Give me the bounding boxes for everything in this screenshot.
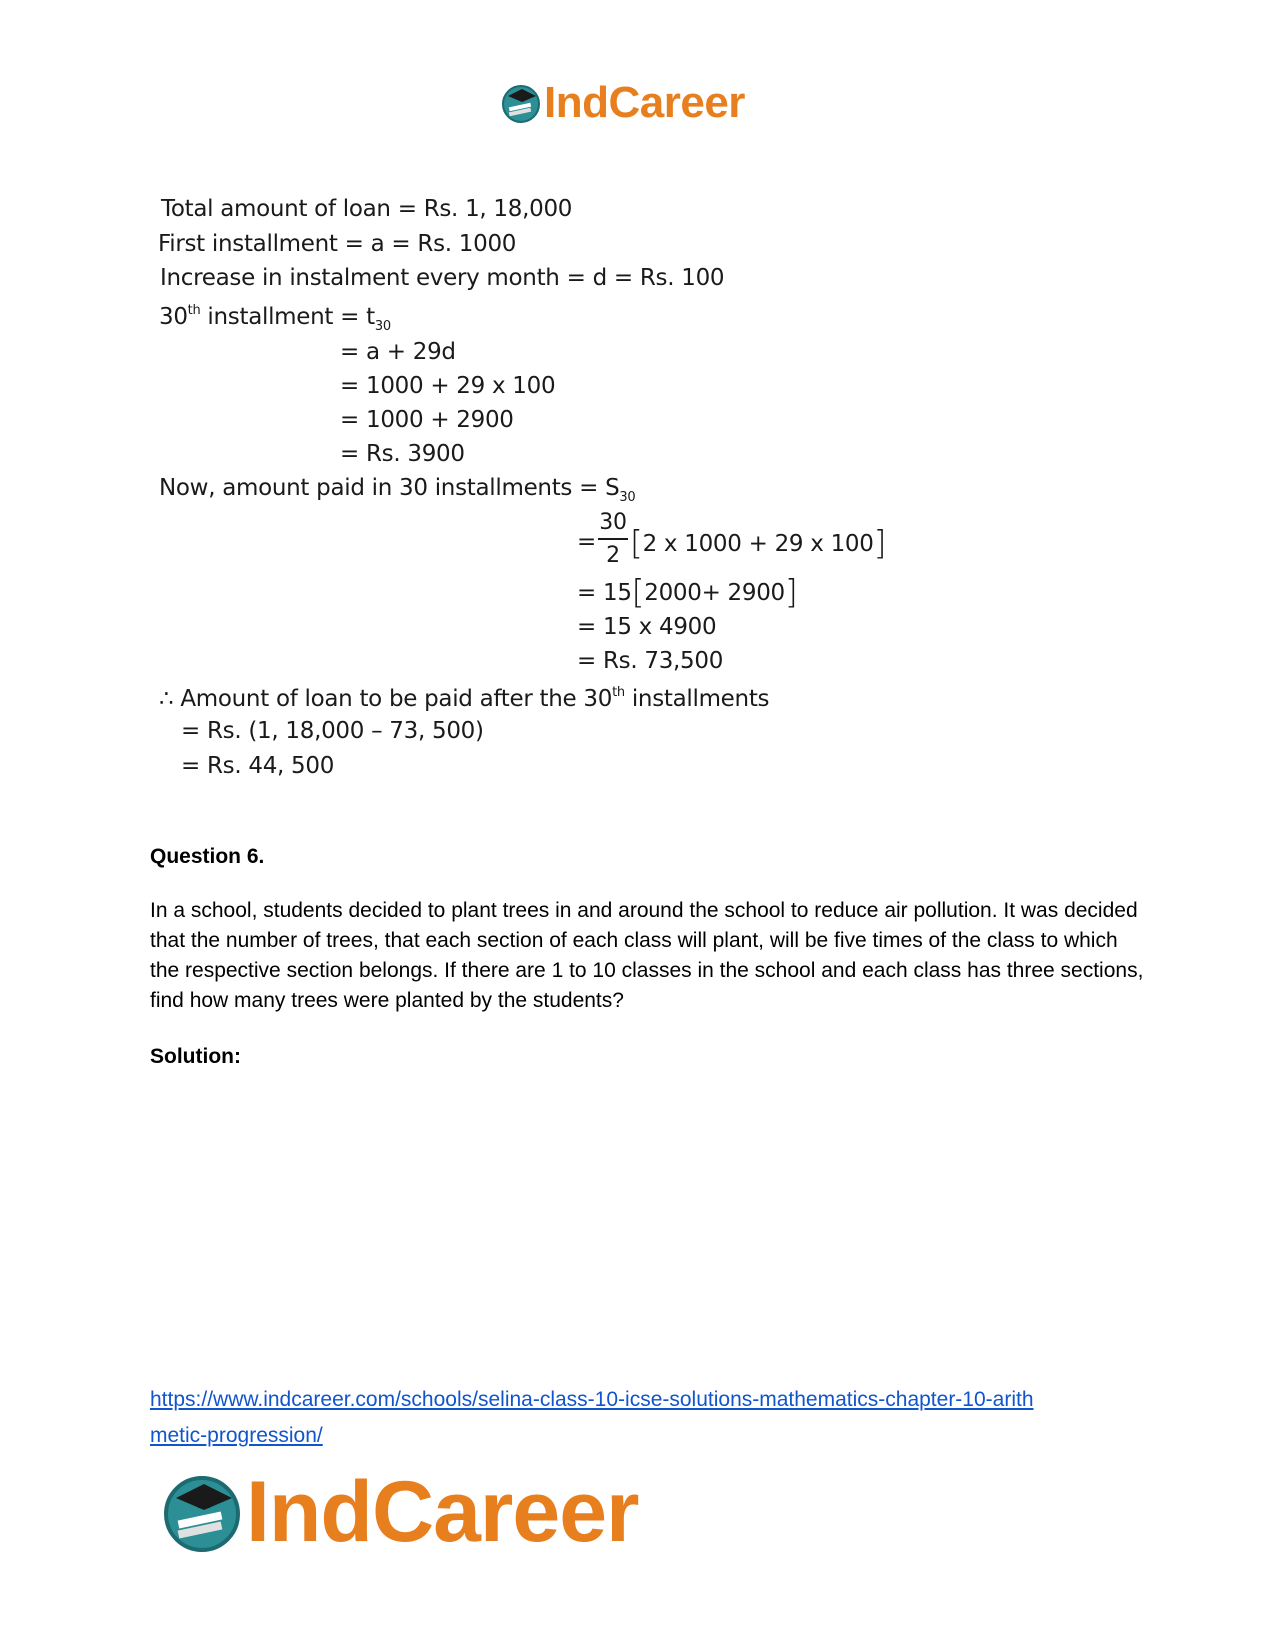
loan-total-line: Total amount of loan = Rs. 1, 18,000 bbox=[161, 196, 573, 222]
solution-label: Solution: bbox=[150, 1045, 241, 1068]
graduation-book-icon bbox=[160, 1470, 244, 1554]
link-line-1: https://www.indcareer.com/schools/selina-class-10-icse-solutions-mathematics-chapter-10-arith bbox=[150, 1388, 1034, 1411]
step-line: = 1000 + 2900 bbox=[340, 407, 514, 433]
step-line: = Rs. 73,500 bbox=[577, 648, 724, 674]
question-text: In a school, students decided to plant trees in and around the school to reduce air pollution. It was decided that the number of trees, that each section of each class will plant, will be five times of the class to which the respective section belongs. If there are 1 to 10 classes in the school and each class has three sections, find how many trees were planted by the students? bbox=[150, 899, 1144, 1012]
remaining-amount-line: ∴ Amount of loan to be paid after the 30th installments bbox=[159, 685, 770, 712]
step-line: = 1000 + 29 x 100 bbox=[340, 373, 556, 399]
sum-line: Now, amount paid in 30 installments = $S_{30}$ bbox=[159, 475, 636, 505]
source-link[interactable] bbox=[150, 1382, 1150, 1454]
fraction-numerator: 30 bbox=[599, 510, 627, 535]
first-installment-line: First installment = a = Rs. 1000 bbox=[158, 231, 517, 257]
step-line: = a + 29d bbox=[340, 339, 456, 365]
question-title: Question 6. bbox=[150, 845, 265, 868]
increase-line: Increase in instalment every month = d = Rs. 100 bbox=[160, 265, 725, 291]
step-line: = Rs. (1, 18,000 – 73, 500) bbox=[181, 718, 484, 744]
solution-math-block bbox=[0, 0, 1275, 800]
step-line: = 15[2000+ 2900] bbox=[577, 572, 798, 611]
final-answer-line: = Rs. 44, 500 bbox=[181, 753, 335, 779]
logo-text: IndCareer bbox=[246, 1464, 639, 1560]
step-line-eq: = bbox=[577, 529, 596, 555]
link-line-2: metic-progression/ bbox=[150, 1424, 323, 1447]
step-line: = Rs. 3900 bbox=[340, 441, 465, 467]
fraction-bar bbox=[598, 538, 628, 540]
thirtieth-installment-line: 30th installment = $t_{30}$ bbox=[159, 303, 391, 334]
fraction-denominator: 2 bbox=[606, 543, 620, 568]
logo-text: IndCareer bbox=[544, 78, 745, 127]
bracket-expression: [2 x 1000 + 29 x 100] bbox=[630, 523, 887, 562]
footer-logo bbox=[160, 1464, 639, 1560]
step-line: = 15 x 4900 bbox=[577, 614, 717, 640]
